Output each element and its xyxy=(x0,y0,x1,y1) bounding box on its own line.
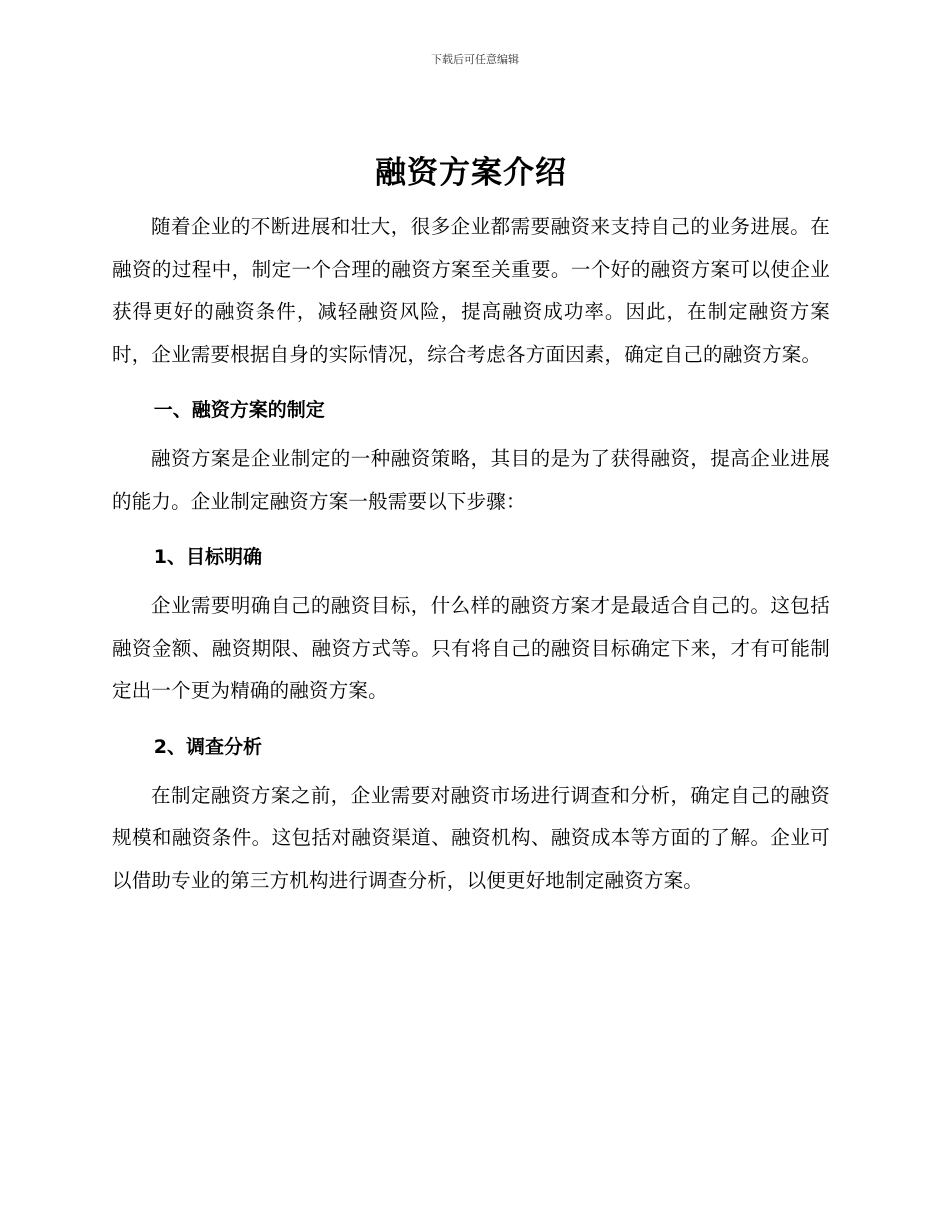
step-paragraph-goal: 企业需要明确自己的融资目标，什么样的融资方案才是最适合自己的。这包括融资金额、融资期限、融资方式等。只有将自己的融资目标确定下来，才有可能制定出一个更为精确的融资方案。 xyxy=(112,594,830,702)
step-paragraph-research: 在制定融资方案之前，企业需要对融资市场进行调查和分析，确定自己的融资规模和融资条件。这包括对融资渠道、融资机构、融资成本等方面的了解。企业可以借助专业的第三方机构进行调查分析，以便更好地制定融资方案。 xyxy=(112,783,830,892)
header-note: 下载后可任意编辑 xyxy=(431,53,519,66)
intro-paragraph: 随着企业的不断进展和壮大，很多企业都需要融资来支持自己的业务进展。在融资的过程中，制定一个合理的融资方案至关重要。一个好的融资方案可以使企业获得更好的融资条件，减轻融资风险，提高融资成功率。因此，在制定融资方案时，企业需要根据自身的实际情况，综合考虑各方面因素，确定自己的融资方案。 xyxy=(112,215,830,366)
section-paragraph-formulation: 融资方案是企业制定的一种融资策略，其目的是为了获得融资，提高企业进展的能力。企业制定融资方案一般需要以下步骤： xyxy=(112,447,830,513)
step-heading-research: 2、调查分析 xyxy=(153,735,263,758)
document-content xyxy=(112,148,830,902)
document-title: 融资方案介绍 xyxy=(375,155,567,191)
step-heading-goal: 1、目标明确 xyxy=(153,546,263,568)
section-heading-formulation: 一、融资方案的制定 xyxy=(153,399,325,421)
